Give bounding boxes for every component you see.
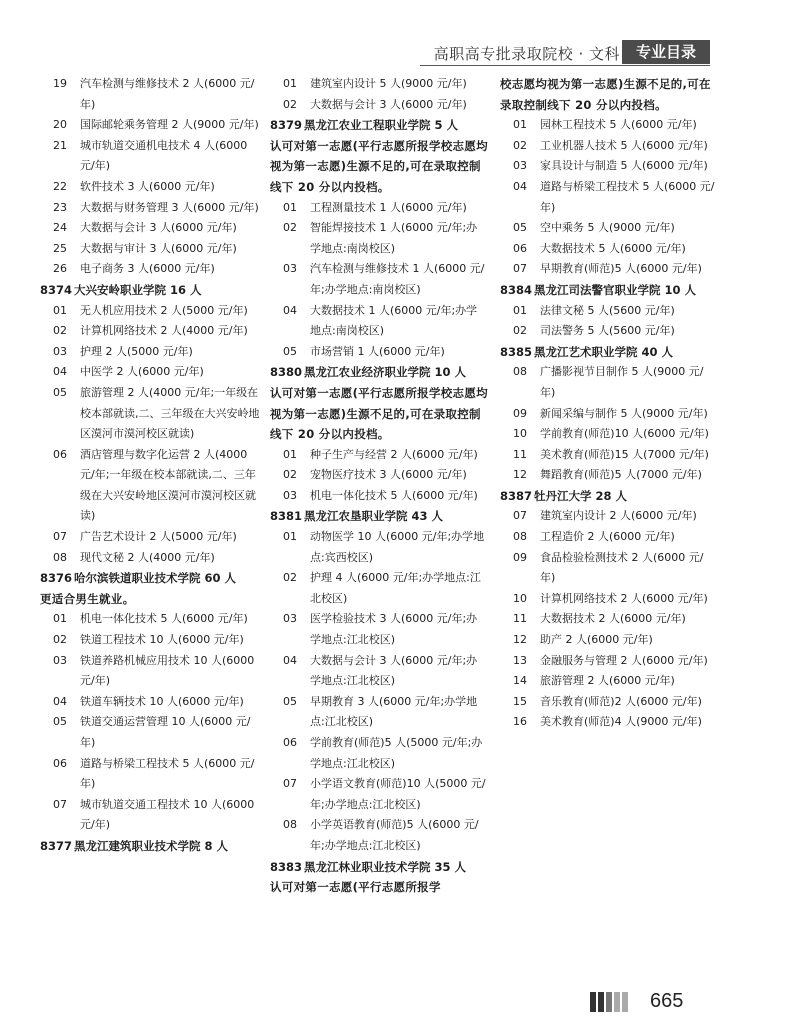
major-text: 旅游管理 2 人(6000 元/年) (540, 674, 675, 688)
page-footer (0, 990, 800, 1014)
major-text: 铁道工程技术 10 人(6000 元/年) (80, 633, 244, 647)
footer-decoration (590, 992, 628, 1012)
major-entry (270, 486, 488, 507)
major-text: 大数据与会计 3 人(6000 元/年;办学地点:江北校区) (310, 653, 478, 688)
school-name: 黑龙江林业职业技术学院 35 人 (304, 859, 467, 874)
admission-note: 校志愿均视为第一志愿)生源不足的,可在录取控制线下 20 分以内投档。 (500, 77, 711, 112)
school-heading (40, 568, 262, 589)
major-number: 14 (513, 674, 527, 688)
major-text: 种子生产与经营 2 人(6000 元/年) (310, 447, 478, 461)
school-heading (270, 506, 488, 527)
major-entry (40, 136, 262, 177)
header-divider (420, 65, 710, 66)
major-text: 食品检验检测技术 2 人(6000 元/年) (540, 550, 704, 585)
major-text: 无人机应用技术 2 人(5000 元/年) (80, 303, 248, 317)
major-entry (270, 527, 488, 568)
major-number: 04 (283, 303, 297, 317)
major-text: 城市轨道交通工程技术 10 人(6000 元/年) (80, 797, 255, 832)
major-number: 06 (53, 756, 67, 770)
major-entry (500, 404, 718, 425)
major-entry (40, 651, 262, 692)
major-number: 03 (283, 262, 297, 276)
major-number: 12 (513, 468, 527, 482)
school-code: 8374 (40, 282, 73, 297)
major-entry (40, 445, 262, 527)
major-text: 护理 2 人(5000 元/年) (80, 344, 193, 358)
admission-note: 认可对第一志愿(平行志愿所报学 (270, 880, 441, 895)
major-number: 02 (283, 221, 297, 235)
major-text: 大数据技术 5 人(6000 元/年) (540, 241, 686, 255)
major-entry (270, 74, 488, 95)
major-entry (500, 362, 718, 403)
school-code: 8385 (500, 344, 533, 359)
major-number: 25 (53, 241, 67, 255)
school-name: 牡丹江大学 28 人 (534, 488, 628, 503)
major-text: 电子商务 3 人(6000 元/年) (80, 262, 215, 276)
major-entry (270, 651, 488, 692)
major-entry (500, 321, 718, 342)
major-entry (500, 259, 718, 280)
school-heading (500, 342, 718, 363)
school-name: 黑龙江司法警官职业学院 10 人 (534, 282, 697, 297)
major-number: 04 (53, 694, 67, 708)
major-text: 智能焊接技术 1 人(6000 元/年;办学地点:南岗校区) (310, 221, 478, 255)
major-number: 01 (53, 612, 67, 626)
major-entry (40, 115, 262, 136)
major-number: 05 (283, 694, 297, 708)
major-text: 美术教育(师范)4 人(9000 元/年) (540, 715, 702, 729)
major-text: 空中乘务 5 人(9000 元/年) (540, 221, 675, 235)
school-name: 黑龙江农业工程职业学院 5 人 (304, 118, 459, 133)
major-entry (40, 362, 262, 383)
major-entry (500, 465, 718, 486)
major-number: 03 (513, 159, 527, 173)
major-entry (40, 177, 262, 198)
school-name: 黑龙江农业经济职业学院 10 人 (304, 365, 467, 380)
major-number: 02 (283, 571, 297, 585)
major-text: 道路与桥梁工程技术 5 人(6000 元/年) (540, 179, 715, 214)
major-entry (40, 74, 262, 115)
major-number: 08 (513, 530, 527, 544)
major-number: 05 (283, 344, 297, 358)
major-number: 03 (283, 612, 297, 626)
major-entry (500, 630, 718, 651)
major-entry (270, 95, 488, 116)
major-entry (500, 218, 718, 239)
school-name: 黑龙江农垦职业学院 43 人 (304, 509, 444, 524)
admission-note: 认可对第一志愿(平行志愿所报学校志愿均视为第一志愿)生源不足的,可在录取控制线下 20 分以内投档。 (270, 138, 488, 194)
major-entry (270, 609, 488, 650)
major-entry (500, 177, 718, 218)
school-code: 8380 (270, 365, 303, 380)
major-text: 市场营销 1 人(6000 元/年) (310, 344, 445, 358)
major-number: 16 (513, 715, 527, 729)
major-entry (40, 609, 262, 630)
major-text: 美术教育(师范)15 人(7000 元/年) (540, 447, 709, 461)
major-text: 护理 4 人(6000 元/年;办学地点:江北校区) (310, 571, 481, 605)
major-number: 04 (53, 365, 67, 379)
school-heading (500, 486, 718, 507)
major-entry (270, 259, 488, 300)
page-number: 665 (650, 990, 684, 1012)
major-number: 05 (513, 221, 527, 235)
major-number: 07 (53, 797, 67, 811)
major-number: 01 (513, 118, 527, 132)
major-entry (270, 465, 488, 486)
school-heading (500, 280, 718, 301)
major-entry (40, 548, 262, 569)
school-name: 黑龙江建筑职业技术学院 8 人 (74, 838, 229, 853)
major-text: 铁道车辆技术 10 人(6000 元/年) (80, 694, 244, 708)
major-text: 软件技术 3 人(6000 元/年) (80, 179, 215, 193)
major-number: 09 (513, 406, 527, 420)
school-code: 8381 (270, 509, 303, 524)
school-code: 8376 (40, 571, 73, 586)
major-number: 01 (53, 303, 67, 317)
major-entry (270, 774, 488, 815)
major-entry (270, 445, 488, 466)
major-number: 22 (53, 179, 67, 193)
major-text: 音乐教育(师范)2 人(6000 元/年) (540, 694, 702, 708)
major-entry (40, 383, 262, 445)
major-text: 家具设计与制造 5 人(6000 元/年) (540, 159, 708, 173)
major-number: 07 (513, 509, 527, 523)
major-text: 大数据与会计 3 人(6000 元/年) (310, 97, 467, 111)
major-text: 新闻采编与制作 5 人(9000 元/年) (540, 406, 708, 420)
major-entry (40, 301, 262, 322)
major-text: 大数据技术 2 人(6000 元/年) (540, 612, 686, 626)
major-text: 建筑室内设计 2 人(6000 元/年) (540, 509, 697, 523)
major-number: 11 (513, 612, 527, 626)
major-entry (500, 671, 718, 692)
major-entry (500, 301, 718, 322)
major-text: 园林工程技术 5 人(6000 元/年) (540, 118, 697, 132)
major-number: 07 (513, 262, 527, 276)
major-text: 学前教育(师范)5 人(5000 元/年;办学地点:江北校区) (310, 736, 483, 770)
major-number: 06 (283, 736, 297, 749)
major-number: 13 (513, 653, 527, 667)
major-entry (40, 259, 262, 280)
major-text: 金融服务与管理 2 人(6000 元/年) (540, 653, 708, 667)
major-text: 计算机网络技术 2 人(6000 元/年) (540, 591, 708, 605)
school-code: 8384 (500, 282, 533, 297)
major-number: 01 (283, 200, 297, 214)
major-number: 04 (283, 653, 297, 667)
admission-note: 更适合男生就业。 (40, 591, 135, 606)
major-text: 动物医学 10 人(6000 元/年;办学地点:宾西校区) (310, 530, 485, 564)
major-number: 09 (513, 550, 527, 564)
major-number: 06 (513, 241, 527, 255)
school-code: 8377 (40, 838, 73, 853)
admission-note: 认可对第一志愿(平行志愿所报学校志愿均视为第一志愿)生源不足的,可在录取控制线下 20 分以内投档。 (270, 385, 488, 442)
major-number: 02 (513, 324, 527, 338)
major-text: 汽车检测与维修技术 2 人(6000 元/年) (80, 77, 255, 111)
major-number: 07 (53, 530, 67, 544)
major-text: 计算机网络技术 2 人(4000 元/年) (80, 324, 248, 338)
major-text: 学前教育(师范)10 人(6000 元/年) (540, 427, 709, 441)
major-entry (40, 239, 262, 260)
major-number: 05 (53, 385, 67, 399)
major-number: 08 (53, 550, 67, 564)
school-heading (40, 836, 262, 857)
major-number: 02 (513, 138, 527, 152)
major-text: 大数据技术 1 人(6000 元/年;办学地点:南岗校区) (310, 303, 478, 338)
major-number: 02 (283, 97, 297, 111)
major-number: 03 (283, 488, 297, 502)
header-badge: 专业目录 (622, 40, 710, 64)
major-entry (500, 506, 718, 527)
major-entry (500, 136, 718, 157)
major-text: 酒店管理与数字化运营 2 人(4000 元/年;一年级在校本部就读,二、三年级在大兴安岭地区漠河市漠河校区就读) (80, 447, 256, 523)
major-entry (500, 712, 718, 733)
major-entry (270, 218, 488, 259)
major-text: 早期教育(师范)5 人(6000 元/年) (540, 262, 702, 276)
major-text: 大数据与会计 3 人(6000 元/年) (80, 221, 237, 235)
major-entry (270, 692, 488, 733)
major-number: 01 (283, 530, 297, 544)
major-number: 02 (53, 633, 67, 647)
major-text: 法律文秘 5 人(5600 元/年) (540, 303, 675, 317)
major-text: 旅游管理 2 人(4000 元/年;一年级在校本部就读,二、三年级在大兴安岭地区漠河市漠河校区就读) (80, 385, 260, 441)
major-entry (500, 239, 718, 260)
major-text: 铁道养路机械应用技术 10 人(6000 元/年) (80, 653, 255, 688)
page-header (0, 40, 800, 64)
major-text: 大数据与财务管理 3 人(6000 元/年) (80, 200, 259, 214)
school-name: 哈尔滨铁道职业技术学院 60 人 (74, 571, 237, 586)
major-text: 早期教育 3 人(6000 元/年;办学地点:江北校区) (310, 694, 478, 729)
major-number: 11 (513, 447, 527, 461)
major-entry (40, 198, 262, 219)
major-number: 10 (513, 427, 527, 441)
major-text: 工业机器人技术 5 人(6000 元/年) (540, 138, 708, 152)
major-entry (270, 301, 488, 342)
major-entry (40, 218, 262, 239)
major-number: 07 (283, 777, 297, 791)
major-number: 10 (513, 591, 527, 605)
major-entry (40, 795, 262, 836)
major-number: 06 (53, 447, 67, 461)
major-text: 司法警务 5 人(5600 元/年) (540, 324, 675, 338)
major-text: 广告艺术设计 2 人(5000 元/年) (80, 530, 237, 544)
major-number: 12 (513, 633, 527, 647)
major-entry (270, 342, 488, 363)
major-number: 15 (513, 694, 527, 708)
major-number: 08 (513, 365, 527, 379)
major-text: 宠物医疗技术 3 人(6000 元/年) (310, 468, 467, 482)
major-number: 26 (53, 262, 67, 276)
major-text: 城市轨道交通机电技术 4 人(6000 元/年) (80, 138, 248, 173)
major-text: 工程造价 2 人(6000 元/年) (540, 530, 675, 544)
major-number: 05 (53, 715, 67, 729)
column-1 (40, 74, 262, 857)
major-entry (270, 198, 488, 219)
major-number: 08 (283, 818, 297, 832)
major-text: 舞蹈教育(师范)5 人(7000 元/年) (540, 468, 702, 482)
school-name: 黑龙江艺术职业学院 40 人 (534, 344, 674, 359)
major-text: 铁道交通运营管理 10 人(6000 元/年) (80, 715, 251, 749)
major-entry (500, 527, 718, 548)
major-number: 01 (513, 303, 527, 317)
school-heading (40, 280, 262, 301)
column-2 (270, 74, 488, 898)
major-text: 国际邮轮乘务管理 2 人(9000 元/年) (80, 118, 259, 132)
major-number: 19 (53, 77, 67, 90)
major-number: 03 (53, 344, 67, 358)
major-number: 01 (283, 447, 297, 461)
major-text: 机电一体化技术 5 人(6000 元/年) (80, 612, 248, 626)
school-heading (270, 115, 488, 136)
major-entry (500, 589, 718, 610)
major-number: 23 (53, 200, 67, 214)
major-entry (40, 630, 262, 651)
major-number: 20 (53, 118, 67, 132)
major-number: 24 (53, 221, 67, 235)
major-entry (500, 692, 718, 713)
major-text: 广播影视节目制作 5 人(9000 元/年) (540, 365, 704, 399)
major-text: 小学语文教育(师范)10 人(5000 元/年;办学地点:江北校区) (310, 777, 486, 811)
major-text: 建筑室内设计 5 人(9000 元/年) (310, 77, 467, 90)
school-code: 8387 (500, 488, 533, 503)
school-heading (270, 362, 488, 383)
major-text: 助产 2 人(6000 元/年) (540, 633, 653, 647)
major-entry (40, 527, 262, 548)
major-number: 21 (53, 138, 67, 152)
major-text: 工程测量技术 1 人(6000 元/年) (310, 200, 467, 214)
major-text: 机电一体化技术 5 人(6000 元/年) (310, 488, 478, 502)
major-entry (500, 445, 718, 466)
major-entry (270, 815, 488, 856)
major-text: 汽车检测与维修技术 1 人(6000 元/年;办学地点:南岗校区) (310, 262, 485, 296)
major-entry (500, 548, 718, 589)
column-3 (500, 74, 718, 733)
major-text: 中医学 2 人(6000 元/年) (80, 365, 204, 379)
major-entry (500, 609, 718, 630)
major-entry (40, 321, 262, 342)
major-text: 医学检验技术 3 人(6000 元/年;办学地点:江北校区) (310, 612, 478, 647)
header-title: 高职高专批录取院校 · 文科 (433, 45, 620, 63)
major-entry (500, 156, 718, 177)
major-entry (500, 651, 718, 672)
school-code: 8383 (270, 859, 303, 874)
major-entry (270, 733, 488, 774)
major-entry (500, 115, 718, 136)
major-text: 小学英语教育(师范)5 人(6000 元/年;办学地点:江北校区) (310, 818, 479, 852)
major-entry (270, 568, 488, 609)
school-heading (270, 857, 488, 878)
major-entry (500, 424, 718, 445)
major-entry (40, 692, 262, 713)
major-number: 01 (283, 77, 297, 90)
major-number: 04 (513, 179, 527, 193)
major-number: 02 (53, 324, 67, 338)
major-number: 02 (283, 468, 297, 482)
major-entry (40, 754, 262, 795)
major-entry (40, 342, 262, 363)
major-entry (40, 712, 262, 753)
school-name: 大兴安岭职业学院 16 人 (74, 282, 202, 297)
major-text: 道路与桥梁工程技术 5 人(6000 元/年) (80, 756, 255, 791)
school-code: 8379 (270, 118, 303, 133)
major-text: 现代文秘 2 人(4000 元/年) (80, 550, 215, 564)
major-number: 03 (53, 653, 67, 667)
major-text: 大数据与审计 3 人(6000 元/年) (80, 241, 237, 255)
